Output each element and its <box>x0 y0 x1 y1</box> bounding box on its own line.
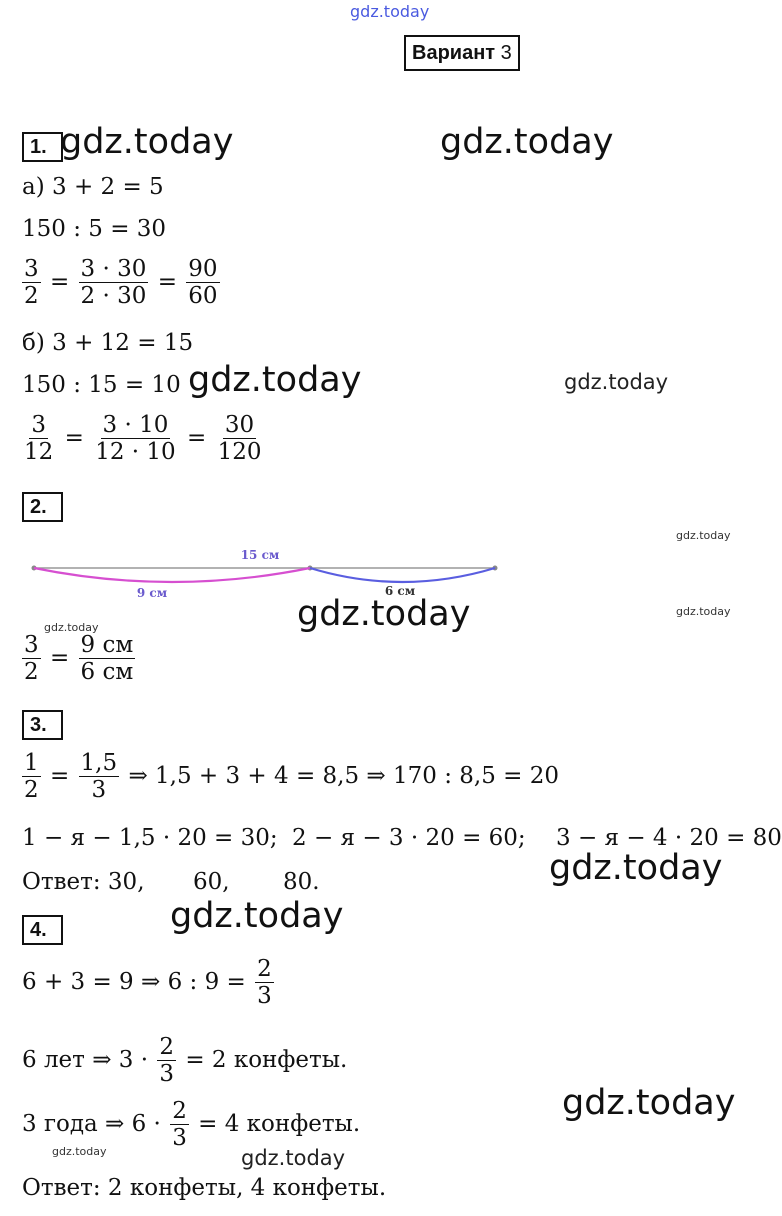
total-length-label: 15 см <box>240 548 280 562</box>
task-2-fraction-equation: $\frac{3}{2}$ = $\frac{9 см}{6 см}$ <box>24 632 134 686</box>
watermark: gdz.today <box>676 529 731 542</box>
watermark: gdz.today <box>549 848 723 888</box>
task-4-line-1: 6 + 3 = 9 ⇒ 6 : 9 = $\frac{2}{3}$ <box>22 956 272 1010</box>
task-4-answer: Ответ: 2 конфеты, 4 конфеты. <box>22 1175 387 1201</box>
watermark: gdz.today <box>297 594 471 634</box>
fraction: $\frac{1,5}{3}$ <box>80 750 118 804</box>
task-4-line-2: 6 лет ⇒ 3 · $\frac{2}{3}$ = 2 конфеты. <box>22 1034 348 1088</box>
fraction: $\frac{3 \cdot 30}{2 \cdot 30}$ <box>80 256 147 310</box>
arc-9cm <box>34 568 310 582</box>
watermark: gdz.today <box>44 621 99 634</box>
task-3-part-1: 1 − я − 1,5 · 20 = 30; <box>22 825 278 851</box>
task-3-answer-2: 60, <box>193 869 230 895</box>
task-3-answer-3: 80. <box>283 869 320 895</box>
task-1a-fraction-equation: $\frac{3}{2}$ = $\frac{3 \cdot 30}{2 \cdot 30}$ = $\frac{90}{60}$ <box>24 256 218 310</box>
fraction: $\frac{3}{2}$ <box>24 632 39 686</box>
watermark: gdz.today <box>170 896 344 936</box>
variant-box <box>404 35 520 71</box>
task-4-number: 4. <box>22 915 63 945</box>
task-1a-division: 150 : 5 = 30 <box>22 216 167 242</box>
fraction: $\frac{3}{12}$ <box>24 412 54 466</box>
task-1a-sum: а) 3 + 2 = 5 <box>22 174 164 200</box>
watermark: gdz.today <box>676 605 731 618</box>
fraction: $\frac{2}{3}$ <box>159 1034 174 1088</box>
task-3-equation: $\frac{1}{2}$ = $\frac{1,5}{3}$ ⇒ 1,5 + 3 + 4 = 8,5 ⇒ 170 : 8,5 = 20 <box>24 750 560 804</box>
task-1b-fraction-equation: $\frac{3}{12}$ = $\frac{3 \cdot 10}{12 \cdot 10}$ = $\frac{30}{120}$ <box>24 412 262 466</box>
task-4-line-3: 3 года ⇒ 6 · $\frac{2}{3}$ = 4 конфеты. <box>22 1098 361 1152</box>
task-1-number: 1. <box>22 132 63 162</box>
task-3-answer: Ответ: 30, <box>22 869 145 895</box>
task-3-part-3: 3 − я − 4 · 20 = 80 <box>556 825 782 851</box>
watermark: gdz.today <box>564 370 669 394</box>
watermark: gdz.today <box>562 1083 736 1123</box>
fraction: $\frac{90}{60}$ <box>188 256 218 310</box>
fraction: $\frac{1}{2}$ <box>24 750 39 804</box>
variant-number: 3 <box>500 42 512 64</box>
task-2-number: 2. <box>22 492 63 522</box>
arc-6cm <box>310 568 495 582</box>
watermark: gdz.today <box>440 122 614 162</box>
left-length-label: 9 см <box>136 586 168 600</box>
watermark-top: gdz.today <box>350 2 430 21</box>
variant-word: Вариант <box>412 42 496 64</box>
fraction: $\frac{3 \cdot 10}{12 \cdot 10}$ <box>95 412 176 466</box>
fraction: $\frac{2}{3}$ <box>257 956 272 1010</box>
watermark: gdz.today <box>241 1146 346 1170</box>
fraction: $\frac{30}{120}$ <box>217 412 262 466</box>
watermark: gdz.today <box>188 360 362 400</box>
task-3-number: 3. <box>22 710 63 740</box>
right-length-label: 6 см <box>384 584 416 598</box>
task-1b-sum: б) 3 + 12 = 15 <box>22 330 194 356</box>
task-1b-division: 150 : 15 = 10 <box>22 372 181 398</box>
fraction: $\frac{2}{3}$ <box>172 1098 187 1152</box>
watermark: gdz.today <box>60 122 234 162</box>
watermark: gdz.today <box>52 1145 107 1158</box>
fraction: $\frac{3}{2}$ <box>24 256 39 310</box>
fraction: $\frac{9 см}{6 см}$ <box>80 632 134 686</box>
task-3-equation-rest: ⇒ 1,5 + 3 + 4 = 8,5 ⇒ 170 : 8,5 = 20 <box>128 762 560 789</box>
task-3-part-2: 2 − я − 3 · 20 = 60; <box>292 825 526 851</box>
